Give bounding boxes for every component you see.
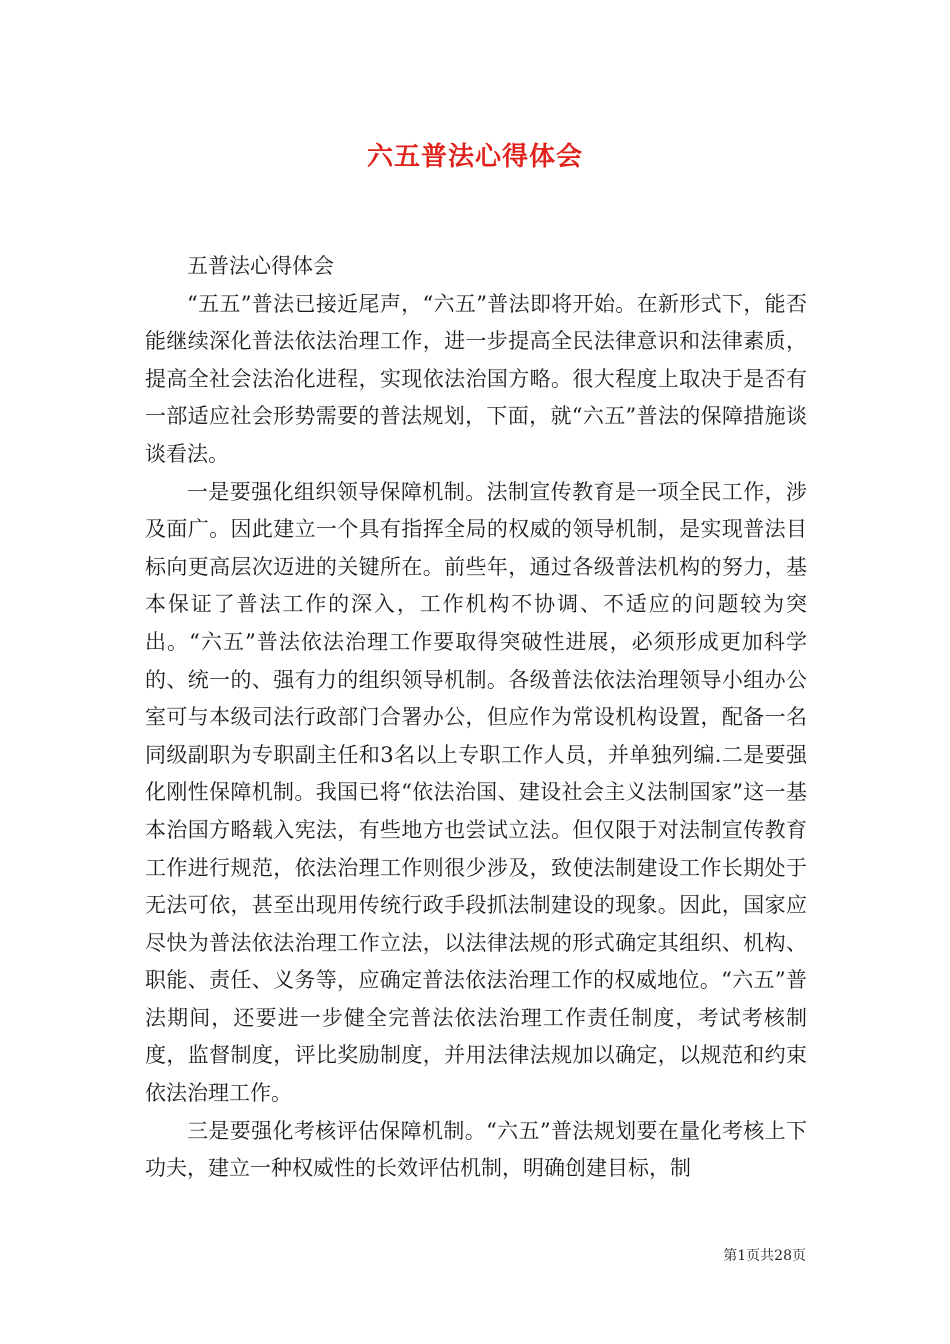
document-title: 六五普法心得体会 xyxy=(366,142,583,172)
paragraph-intro: “五五”普法已接近尾声，“六五”普法即将开始。在新形式下，能否能继续深化普法依法治理工作，进一步提高全民法律意识和法律素质，提高全社会法治化进程，实现依法治国方略。很大程度上取决于是否有一部适应社会形势需要的普法规划，下面，就“六五”普法的保障措施谈谈看法。 xyxy=(145,291,807,466)
page-number-footer: 第1页共28页 xyxy=(723,1248,806,1264)
document-body xyxy=(145,248,807,1188)
paragraph-subtitle: 五普法心得体会 xyxy=(187,254,334,278)
paragraph-organization: 一是要强化组织领导保障机制。法制宣传教育是一项全民工作，涉及面广。因此建立一个具有指挥全局的权威的领导机制，是实现普法目标向更高层次迈进的关键所在。前些年，通过各级普法机构的努力，基本保证了普法工作的深入，工作机构不协调、不适应的问题较为突出。“六五”普法依法治理工作要取得突破性进展，必须形成更加科学的、统一的、强有力的组织领导机制。各级普法依法治理领导小组办公室可与本级司法行政部门合署办公，但应作为常设机构设置，配备一名同级副职为专职副主任和3名以上专职工作人员，并单独列编.二是要强化刚性保障机制。我国已将“依法治国、建设社会主义法制国家”这一基本治国方略载入宪法，有些地方也尝试立法。但仅限于对法制宣传教育工作进行规范，依法治理工作则很少涉及，致使法制建设工作长期处于无法可依，甚至出现用传统行政手段抓法制建设的现象。因此，国家应尽快为普法依法治理工作立法，以法律法规的形式确定其组织、机构、职能、责任、义务等，应确定普法依法治理工作的权威地位。“六五”普法期间，还要进一步健全完普法依法治理工作责任制度，考试考核制度，监督制度，评比奖励制度，并用法律法规加以确定，以规范和约束依法治理工作。 xyxy=(145,479,807,1106)
paragraph-assessment: 三是要强化考核评估保障机制。“六五”普法规划要在量化考核上下功夫，建立一种权威性的长效评估机制，明确创建目标，制 xyxy=(145,1118,807,1181)
